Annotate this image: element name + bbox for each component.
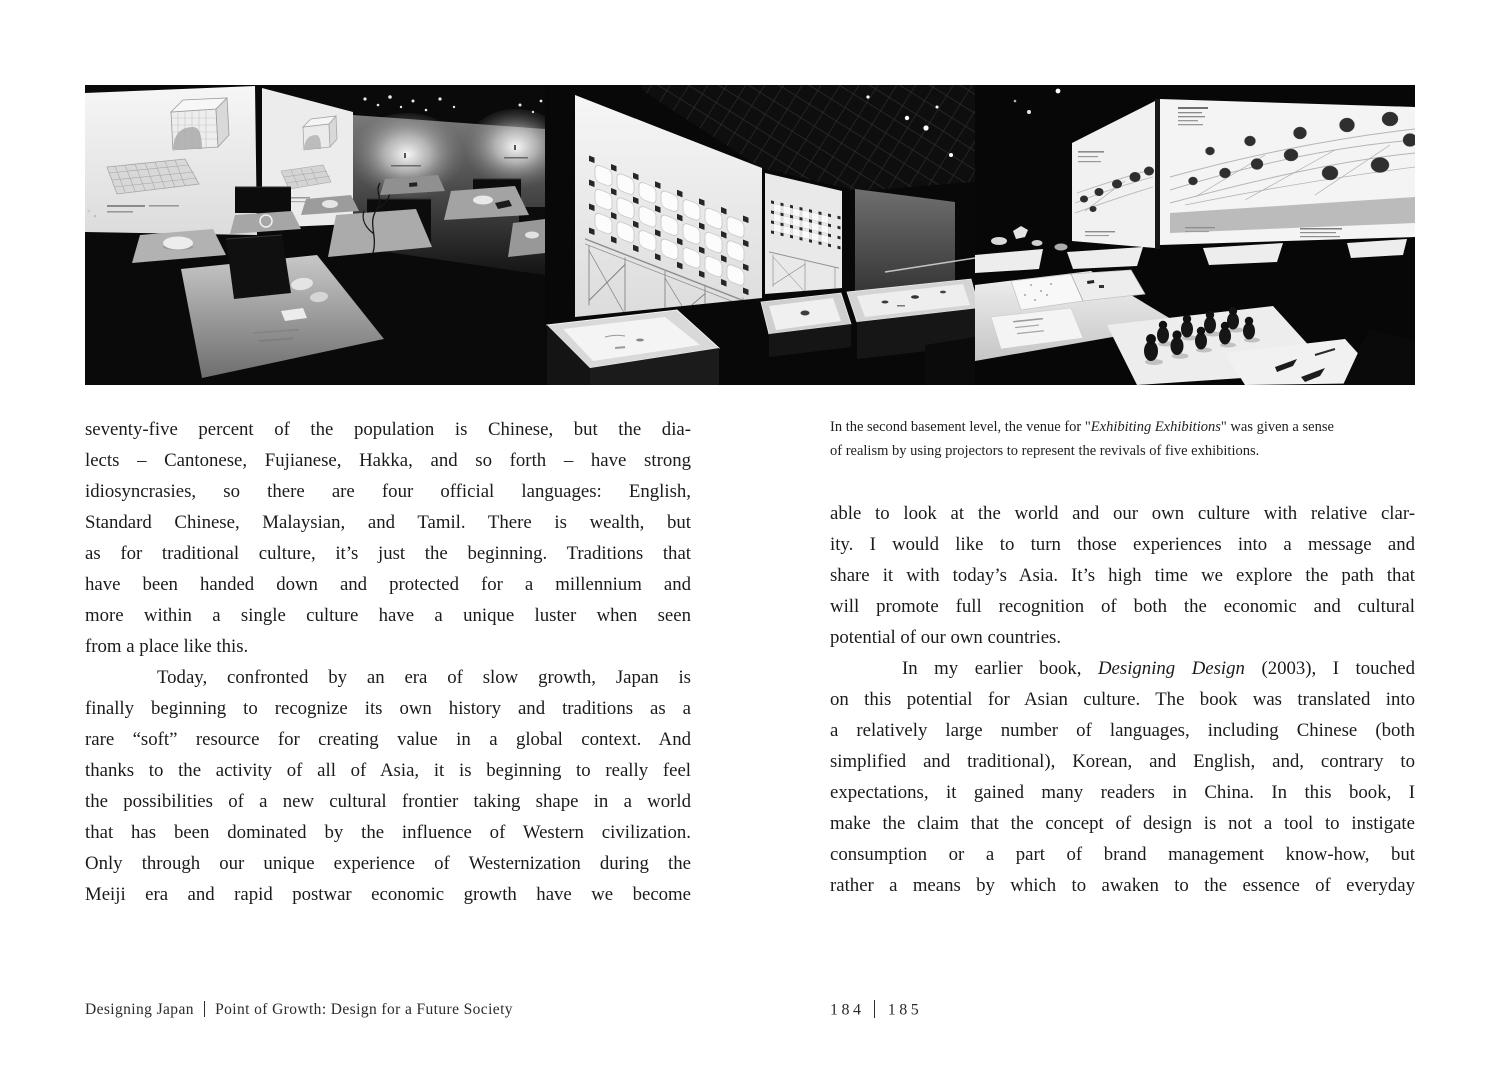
text-line: as for traditional culture, it’s just the beginning. Traditions that — [85, 543, 691, 564]
text-line: simplified and traditional), Korean, and English, and, contrary to — [830, 751, 1415, 772]
paragraph-2 — [830, 653, 1415, 901]
text-line: idiosyncrasies, so there are four official languages: English, — [85, 481, 691, 502]
text-line: expectations, it gained many readers in China. In this book, I — [830, 782, 1415, 803]
text-line: finally beginning to recognize its own history and traditions as a — [85, 698, 691, 719]
paragraph-1 — [830, 498, 1415, 653]
text-line: of realism by using projectors to represent the revivals of five exhibitions. — [830, 443, 1260, 459]
text-line: share it with today’s Asia. It’s high time we explore the path that — [830, 565, 1415, 586]
text-line: more within a single culture have a unique luster when seen — [85, 605, 691, 626]
photo-panel-left — [85, 85, 568, 385]
text-line: from a place like this. — [85, 636, 249, 657]
text-line: Only through our unique experience of Westernization during the — [85, 853, 691, 874]
photo-panel-middle — [545, 85, 979, 385]
running-footer — [85, 1001, 513, 1019]
text-line: have been handed down and protected for a millennium and — [85, 574, 691, 595]
page-number-divider-bar — [874, 1000, 875, 1018]
text-line: that has been dominated by the influence of Western civilization. — [85, 822, 691, 843]
paragraph-2 — [85, 662, 691, 910]
text-line: able to look at the world and our own culture with relative clar- — [830, 503, 1415, 524]
text-line: rare “soft” resource for creating value in a global context. And — [85, 729, 691, 750]
text-line: lects – Cantonese, Fujianese, Hakka, and so forth – have strong — [85, 450, 691, 471]
text-line: Standard Chinese, Malaysian, and Tamil. There is wealth, but — [85, 512, 691, 533]
page-numbers — [830, 1000, 922, 1020]
right-text-column — [830, 498, 1415, 901]
text-line: consumption or a part of brand management know-how, but — [830, 844, 1415, 865]
paragraph-1 — [85, 414, 691, 662]
left-page-number: 184 — [830, 1001, 865, 1019]
book-title: Designing Japan — [85, 1001, 194, 1018]
text-line: potential of our own countries. — [830, 627, 1062, 648]
photo-panel-right — [975, 85, 1415, 385]
text-line: In the second basement level, the venue for "Exhibiting Exhibitions" was given a sense — [830, 419, 1334, 435]
text-line: In my earlier book, Designing Design (2003), I touched — [902, 658, 1415, 679]
exhibition-photo-canvas — [85, 85, 1415, 385]
exhibition-panorama-photo — [85, 85, 1415, 385]
text-line: Meiji era and rapid postwar economic growth have we become — [85, 884, 691, 905]
text-line: rather a means by which to awaken to the essence of everyday — [830, 875, 1415, 896]
text-line: make the claim that the concept of design is not a tool to instigate — [830, 813, 1415, 834]
text-line: ity. I would like to turn those experiences into a message and — [830, 534, 1415, 555]
text-line: seventy-five percent of the population is Chinese, but the dia- — [85, 419, 691, 440]
left-text-column — [85, 414, 691, 910]
text-line: the possibilities of a new cultural frontier taking shape in a world — [85, 791, 691, 812]
chapter-title: Point of Growth: Design for a Future Society — [215, 1001, 513, 1018]
text-line: a relatively large number of languages, including Chinese (both — [830, 720, 1415, 741]
right-page-number: 185 — [887, 1001, 923, 1019]
text-line: will promote full recognition of both the economic and cultural — [830, 596, 1415, 617]
photo-caption — [830, 415, 1420, 463]
footer-divider-bar — [204, 1001, 205, 1017]
text-line: on this potential for Asian culture. The book was translated into — [830, 689, 1415, 710]
text-line: Today, confronted by an era of slow growth, Japan is — [157, 667, 691, 688]
text-line: thanks to the activity of all of Asia, it is beginning to really feel — [85, 760, 691, 781]
